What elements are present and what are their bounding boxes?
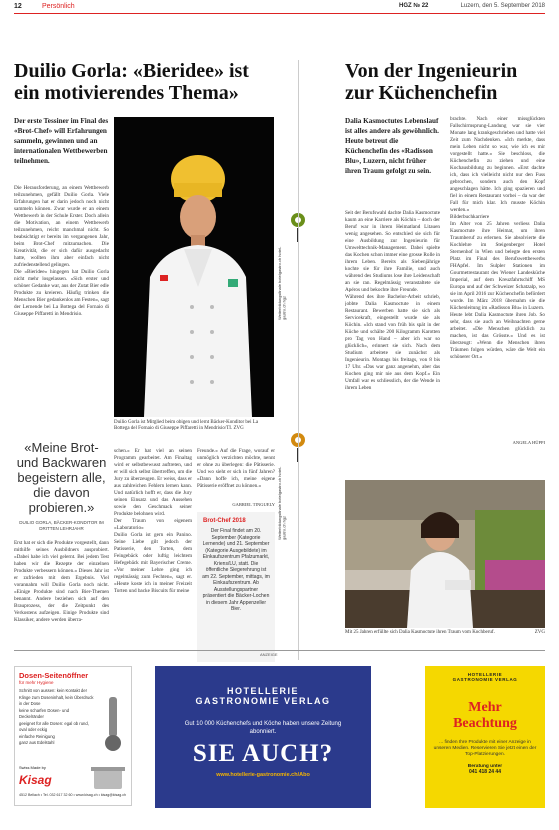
hgz-ad-title1: HOTELLERIE: [226, 686, 299, 696]
qr-badge-1-text: Weiterbildungsfinale hotelgastro.ch hotel-gastro.ch hgz: [277, 246, 287, 320]
list-item: ganz aus Edelstahl: [19, 740, 55, 745]
beachtung-ad[interactable]: [425, 666, 545, 808]
info-box: [197, 512, 275, 662]
pull-quote: «Meine Brot- und Backwaren begeistern alle, die davon probieren.»: [16, 440, 107, 515]
right-article-photo: [345, 480, 545, 628]
yellow-ad-contact-label: Beratung unter: [467, 763, 503, 769]
left-article-col1b: Erst hat er sich die Produkte vorgestellt, dann mithilfe seines Ausbildners ausprobiert. «Dabei habe ich viel gelernt. Bei jedem Test haben wir die Rezepte der einzelnen Produkte verbessern können.» Dieses Jahr ist er zufrieden mit dem Ergebnis. Viel vorannahm will Duilio Gorla noch nicht. «Einige Produkte sind nach Bier-Themen benannt. Andere beziehen sich auf den Brauprozess, der die Zeitpunkt des Verkostens aufzeigen. Einige Produkte sind Klassiker, andere werden überra-: [14, 540, 109, 623]
left-photo-caption-text: Duilio Gorla ist Mitglied beim obigen und lernt Bäcker-Konditor bei La Bottega del Fornaio di Giuseppe Piffaretti in Mendrisio/TI.: [114, 420, 259, 432]
right-photo-caption: [345, 630, 545, 636]
list-item: geeignet für alle Dosen: egal ob rund, oval oder eckig: [19, 720, 89, 732]
kisag-ad-title: Dosen-Seitenöffner: [19, 671, 89, 680]
kisag-brand: Kisag: [19, 773, 52, 787]
page-header: [14, 0, 545, 14]
kisag-ad-list: [19, 688, 95, 747]
can-opener-icon: [99, 697, 127, 753]
right-article-author: ANGELA HÜPPI: [512, 440, 545, 445]
hgz-ad-text: Gut 10 000 Küchenchefs und Köche haben unsere Zeitung abonniert.: [184, 721, 342, 735]
right-photo-caption-text: Mit 25 Jahren erfüllte sich Dalia Kasmoctute ihren Traum vom Kochberuf.: [345, 630, 495, 635]
kisag-swiss-made: Swiss Made by: [19, 765, 46, 770]
issue-number: HGZ № 22: [399, 3, 429, 9]
left-article-lead: Der erste Tessiner im Final des «Brot-Chef» will Erfahrungen sammeln, gewinnen und an internationalen Wettbewerben teilnehmen.: [14, 117, 109, 165]
left-article-author: GABRIEL TINGUELY: [232, 502, 275, 507]
yellow-ad-phone[interactable]: 041 418 24 44: [469, 768, 501, 775]
left-article-title: Duilio Gorla: «Bieridee» ist ein motivierendes Thema»: [14, 60, 249, 104]
right-article-col1: Seit der Berufswahl dachte Dalia Kasmoctute kaum an eine Karriere als Köchin – doch der Beruf war in ihrem Heimatland Litauen wenig angesehen. So entschied sie sich für eine Ausbildung zur Ingenieurin für Umwelttechnik-Management. Dabei spielte das Kochen schon immer eine grosse Rolle in ihrem Leben. Bereits als Siebenjährige kochte sie für ihre Familie, und auch während des Studiums lose ihre Leidenschaft an sie ran. Regelmässig veranstaltete sie Apéros und bekochte ihre Freunde. Während des ihre Bachelor-Arbeit schrieb, jobbte Dalia Kasmoctute in einem Restaurant. Bewerben hatte sie sich als Servicekraft, eingestellt wurde sie als Köchin. «Ich stand von früh bis spät in der Küche und schälte 200 Kilogramm Karotten pro Tag von Hand – aber ich war so glücklich», erinnert sie sich. Nach dem Studium arbeitete sie zunächst als Ingenieurin. Montags bis freitags, von 8 bis 17 Uhr. «Das war ganz angenehm, aber das Kochen ging mir nie aus dem Kopf.» Ein Umfall war es schliesslich, der die Wende in ihrem Leben: [345, 210, 440, 391]
page-number: 12: [14, 3, 22, 10]
hgz-ad-title2: GASTRONOMIE VERLAG: [195, 696, 331, 706]
section-name: Persönlich: [42, 3, 75, 10]
chef-kitchen-image: [345, 480, 545, 628]
left-article-col1: Die Herausforderung, an einem Wettbewerb teilzunehmen, gefällt Duilio Gorla. Viele Erfahrungen hat er darin jedoch noch nicht sammeln können. Zwar wurde er an einem Wettbewerb in der Schule Erster. Doch allein die Motivation, an einem Wettbewerb teilzunehmen, reicht manchmal nicht. So beabsichtigt er bereits im vergangenen Jahr, beim Brot-Chef mitzumachen. Die Kreativität, die er sich dafür ausgedacht hatte, wollten ihm aber einfach nicht zufriedenstellend gelingen. Die «Bieridee» hingegen hat Duilio Gorla nicht mehr losgelassen. «Sich erster und schöner Gedanke war, aus der Zutat Bier edle Produkte zu kreieren. Häufig trinken die Menschen Bier gedankenlos am Festen», sagt der Lernende bei La Bottega del Fornaio di Giuseppe Piffaretti in Mendrisio.: [14, 185, 109, 317]
right-article-col2: brachte. Nach einer missglückten Fallschirmsprung-Landung war sie vier Monate lang krankgeschrieben und hatte viel Zeit zum Nachdenken. «Ich merkte, dass mein Leben nicht so war, wie ich es mir vorgestellt hatte.» Sie beschloss, die Küchenchefin zu ziehen und eine Kochausbildung zu beginnen. «Erst dachte ich, dass ich vielleicht nicht nur den Fuss gebrochen, sondern auch den Kopf angeschlagen hätte. Ich ging spazieren und fiel in einem Restaurant vorbei – da war der Fall für mich klar. Ich musste Köchin werden.» Bilderbuchkarriere Im Alter von 25 Jahren verliess Dalia Kasmoctute ihre Heimat, um ihren Traumberuf zu erlernen. Sie absolvierte die Kochlehre im Steigenberger Hotel Sternenhof in Wien und belegte den ersten Platz im Final des Berufswettbewerbs FHApfel. Im Sulpler Stationen im Gourmetrestaurant des Wiener Landesküche Imperial, auf dem Kreuzfahrtschiff MS Europa und auf der Schweizer Schatzalp, wo sie im April 2016 zur Küchenchefin befördert wurde. Im März 2018 übernahm sie die Küchenleitung im «Radisson Blu» in Luzern. Heute lebt Dalia Kasmoctute ihren Job. So sehr, dass sie auch an Weihnachten gerne arbeitet. «Die Menschen glücklich zu machen, ist das Grösste.» Und es ist überzeugt: «Wenn die Menschen ihren Träumen folgen würden, wäre die Welt ein schönerer Ort.»: [450, 116, 545, 360]
left-article-photo: [114, 117, 274, 417]
yellow-ad-text: ... finden Ihre Produkte mit einer Anzeige in unseren Medien. Reservieren Sie jetzt einen der Top-Platzierungen.: [433, 740, 537, 758]
yellow-ad-title1: HOTELLERIE: [467, 672, 503, 677]
left-article-col3: Freunde.» Auf die Frage, worauf er unmöglich verzichten möchte, nennt er ohne zu überlegen: die Pâtisserie. Und wo sieht er sich in fünf Jahren? «Dann hoffe ich, meine eigene Pâtisserie eröffnet zu können.»: [197, 448, 275, 489]
info-box-title: Brot-Chef 2018: [203, 518, 246, 524]
list-item: Schnitt von aussen: kein Kontakt der Klinge zum Doseninhalt, kein Überdruck in der Dose: [19, 688, 94, 706]
cooking-pot-icon: [91, 763, 125, 791]
right-article-lead: Dalia Kasmoctutes Lebenslauf ist alles andere als gewöhnlich. Heute betreut die Küchenchefin des «Radisson Blu», Luzern, nicht früher ihren Traum gefolgt zu sein.: [345, 117, 439, 175]
column-divider: [298, 60, 299, 660]
ad-label: ANZEIGE: [260, 652, 278, 657]
yellow-ad-cta1: Mehr: [468, 700, 502, 715]
right-photo-credit: ZVG: [534, 630, 545, 635]
hgz-ad-url[interactable]: www.hotellerie-gastronomie.ch/Abo: [216, 772, 310, 778]
yellow-ad-title2: GASTRONOMIE VERLAG: [452, 677, 518, 682]
hgz-subscribe-ad[interactable]: [155, 666, 371, 808]
left-photo-caption: [114, 420, 269, 432]
right-article-title: Von der Ingenieurin zur Küchenchefin: [345, 60, 518, 104]
kisag-contact: 4512 Bellach • Tel. 032 617 32 60 • www.kisag.ch • kisag@kisag.ch: [19, 793, 127, 797]
ad-divider: [14, 650, 545, 651]
left-article-col2: schen.» Er hat viel an seinen Programm gearbeitet. Am Finaltag wird er selbstbewusst auftreten, und er will sich selbst übertreffen, um die Jury zu überzeugen. Er weiss, dass er aus zahlreichen Fehlern lernen kann. Und natürlich hofft er, dass die Jury seinen Einsatz und das Aussehen sowie den Geschmack seiner Produkte belohnen wird. Der Traum von eigenem «Laboratorio» Duilio Gorla ist gern ein Panino. Seine Liebe gilt jedoch der Patisserie, den Torten, dem Feingebäck oder luftig leichtem Hefegebäck mit Bayerischer Creme. «Vor meiner Lehre ging ich regelmässig zum Fechten», sagt er. «Heute koste ich in meiner Freizeit Torten und backe Biscuits für meine: [114, 448, 192, 594]
pull-quote-attribution: DUILIO GORLA, BÄCKER-KONDITOR IM DRITTEN LEHRJAHR: [19, 520, 104, 531]
chef-portrait-image: [114, 117, 274, 417]
list-item: keine scharfen Dosen- und Deckelränder: [19, 707, 70, 719]
yellow-ad-cta2: Beachtung: [453, 716, 517, 731]
hgz-ad-cta: SIE AUCH?: [192, 740, 334, 767]
list-item: einfache Reinigung: [19, 733, 55, 739]
info-box-text: Der Final findet am 20. September (Kategorie Lernende) und 21. September (Kategorie Ausgebildete) im Einkaufszentrum Pfalzumarkt, Kriens/LU, statt. Die öffentliche Siegerehrung ist am 22. September, mittags, im Einkaufszentrum. Ab Ausstellungspartner präsentiert die Bäcker-Lochen in diesem Jahr Appenzeller Bier.: [202, 528, 270, 612]
kisag-ad-subtitle: für mehr Hygiene: [19, 680, 54, 685]
qr-badge-2-text: Weiterbildungsfinale hotelgastro.ch hotel-gastro.ch hgz: [277, 466, 287, 540]
issue-date: Luzern, den 5. September 2018: [460, 3, 545, 9]
left-photo-credit: ZVG: [233, 426, 244, 432]
kisag-ad[interactable]: [14, 666, 132, 806]
